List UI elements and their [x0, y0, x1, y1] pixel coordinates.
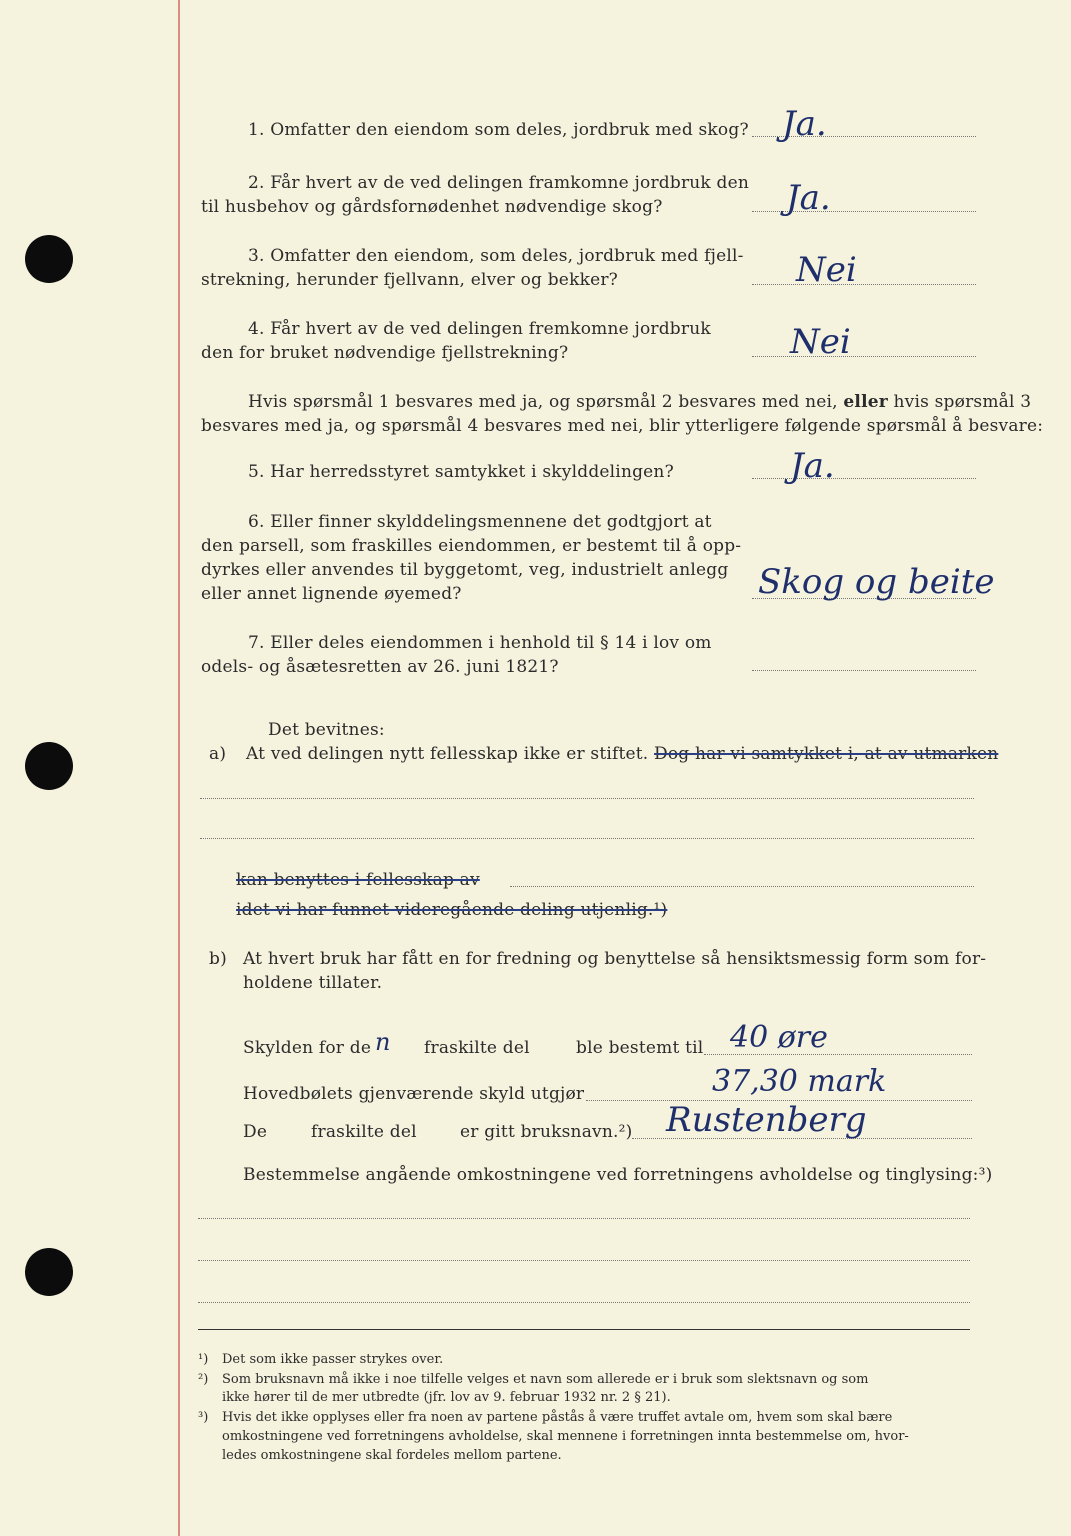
question-6-line-1: 6. Eller finner skylddelingsmennene det godtgjort at	[248, 512, 712, 532]
punch-hole	[25, 1248, 73, 1296]
bevitnes-b-label: b)	[209, 949, 227, 969]
footnote-2-line-2: ikke hører til de mer utbredte (jfr. lov av 9. februar 1932 nr. 2 § 21).	[222, 1390, 671, 1405]
margin-line	[178, 0, 180, 1536]
blank-line	[200, 838, 974, 839]
struck-text: Dog har vi samtykket i, at av utmarken	[654, 744, 999, 764]
answer-6: Skog og beite	[758, 562, 995, 602]
question-3-line-1: 3. Omfatter den eiendom, som deles, jordbruk med fjell-	[248, 246, 744, 266]
skyld-handwritten-n: n	[375, 1028, 391, 1056]
skyld-label-4: Bestemmelse angående omkostningene ved forretningens avholdelse og tinglysing:³)	[243, 1165, 993, 1185]
condition-line-1: Hvis spørsmål 1 besvares med ja, og spørsmål 2 besvares med nei, eller hvis spørsmål 3	[248, 392, 1032, 412]
answer-line	[752, 478, 976, 479]
blank-line	[198, 1218, 970, 1219]
bruksnavn-value: Rustenberg	[666, 1100, 867, 1140]
answer-3: Nei	[796, 250, 857, 290]
question-2-line-2: til husbehov og gårdsfornødenhet nødvendige skog?	[201, 197, 663, 217]
skyld-label-1a: Skylden for de	[243, 1038, 372, 1058]
answer-line	[752, 356, 976, 357]
answer-5: Ja.	[790, 446, 835, 486]
footnote-3-line-1: Hvis det ikke opplyses eller fra noen av partene påstås å være truffet avtale om, hvem som skal bære	[222, 1410, 893, 1425]
question-6-line-3: dyrkes eller anvendes til byggetomt, veg, industrielt anlegg	[201, 560, 729, 580]
question-4-line-1: 4. Får hvert av de ved delingen fremkomne jordbruk	[248, 319, 711, 339]
skyld-label-3b: fraskilte del	[311, 1122, 417, 1142]
footnote-rule	[198, 1329, 970, 1330]
struck-text: kan benyttes i fellesskap av	[236, 870, 480, 890]
skyld-label-1c: ble bestemt til	[576, 1038, 704, 1058]
footnote-3-line-2: omkostningene ved forretningens avholdelse, skal mennene i forretningen innta bestemmelse om, hvor-	[222, 1429, 909, 1444]
question-2-line-1: 2. Får hvert av de ved delingen framkomne jordbruk den	[248, 173, 750, 193]
question-4-line-2: den for bruket nødvendige fjellstrekning?	[201, 343, 569, 363]
skyld-value: 40 øre	[730, 1020, 828, 1055]
skyld-label-3c: er gitt bruksnavn.²)	[460, 1122, 633, 1142]
blank-line	[198, 1302, 970, 1303]
answer-line	[752, 670, 976, 671]
answer-4: Nei	[790, 322, 851, 362]
footnote-1-line-1: Det som ikke passer strykes over.	[222, 1352, 444, 1367]
skyld-remaining-value: 37,30 mark	[712, 1064, 887, 1099]
struck-text: idet vi har funnet videregående deling utjenlig.¹)	[236, 900, 668, 920]
answer-1: Ja.	[782, 104, 827, 144]
question-5-text: 5. Har herredsstyret samtykket i skylddelingen?	[248, 462, 674, 482]
question-1-text: 1. Omfatter den eiendom som deles, jordbruk med skog?	[248, 120, 749, 140]
bevitnes-a-label: a)	[209, 744, 227, 764]
footnote-1-mark: ¹)	[198, 1352, 209, 1367]
blank-line	[200, 798, 974, 799]
punch-hole	[25, 235, 73, 283]
bevitnes-a-text: At ved delingen nytt fellesskap ikke er stiftet. Dog har vi samtykket i, at av utmarken	[246, 744, 999, 764]
blank-line	[510, 886, 974, 887]
bevitnes-b-line-2: holdene tillater.	[243, 973, 383, 993]
condition-line-2: besvares med ja, og spørsmål 4 besvares med nei, blir ytterligere følgende spørsmål å besvare:	[201, 416, 1044, 436]
footnote-2-mark: ²)	[198, 1372, 209, 1387]
question-7-line-2: odels- og åsætesretten av 26. juni 1821?	[201, 657, 559, 677]
footnote-3-line-3: ledes omkostningene skal fordeles mellom partene.	[222, 1448, 562, 1463]
footnote-2-line-1: Som bruksnavn må ikke i noe tilfelle velges et navn som allerede er i bruk som slektsnavn og som	[222, 1372, 869, 1387]
skyld-label-2: Hovedbølets gjenværende skyld utgjør	[243, 1084, 585, 1104]
question-6-line-2: den parsell, som fraskilles eiendommen, er bestemt til å opp-	[201, 536, 742, 556]
answer-2: Ja.	[786, 178, 831, 218]
skyld-label-1b: fraskilte del	[424, 1038, 530, 1058]
blank-line	[198, 1260, 970, 1261]
question-3-line-2: strekning, herunder fjellvann, elver og bekker?	[201, 270, 618, 290]
skyld-label-3a: De	[243, 1122, 268, 1142]
bevitnes-heading: Det bevitnes:	[268, 720, 385, 740]
question-6-line-4: eller annet lignende øyemed?	[201, 584, 462, 604]
footnote-3-mark: ³)	[198, 1410, 209, 1425]
punch-hole	[25, 742, 73, 790]
bevitnes-b-line-1: At hvert bruk har fått en for fredning og benyttelse så hensiktsmessig form som for-	[243, 949, 987, 969]
question-7-line-1: 7. Eller deles eiendommen i henhold til § 14 i lov om	[248, 633, 712, 653]
answer-line	[752, 284, 976, 285]
